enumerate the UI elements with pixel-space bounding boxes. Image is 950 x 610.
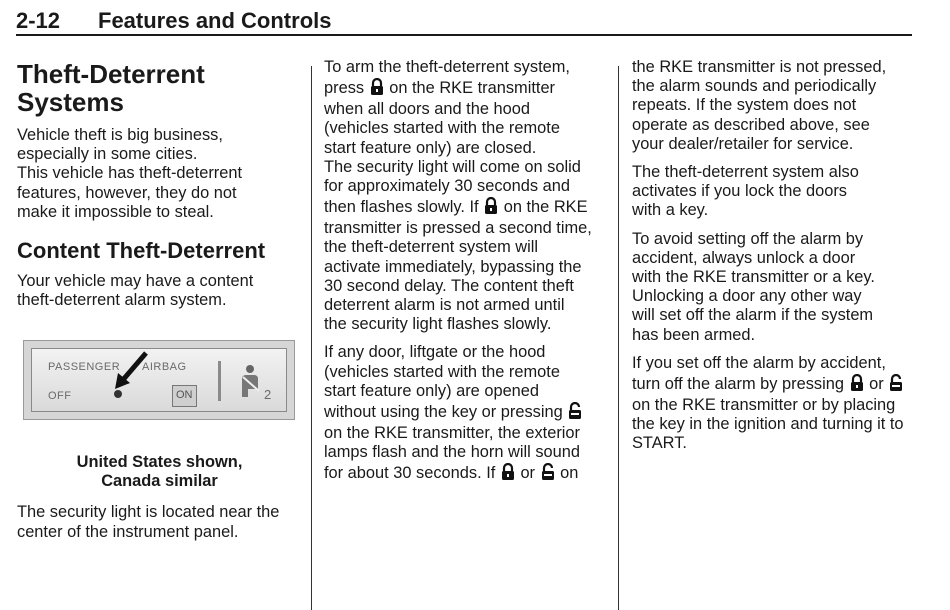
lock-icon — [501, 463, 515, 481]
lock-icon — [484, 197, 498, 215]
avoid-alarm-paragraph: To avoid setting off the alarm by accident, always unlock a door with the RKE transmitter or a key. Unlocking a door any other way will set off the alarm if the system has been armed. — [632, 229, 875, 344]
lock-icon — [850, 374, 864, 392]
figure-caption: United States shown, Canada similar — [76, 453, 243, 491]
column-divider — [618, 66, 619, 610]
unlock-icon — [568, 402, 582, 420]
instrument-panel-figure — [23, 340, 295, 420]
lock-icon — [370, 78, 384, 96]
intro-paragraph: Vehicle theft is big business, especially in some cities. This vehicle has theft-deterrent features, however, they do not make it impossible to steal. — [17, 126, 243, 221]
column-divider — [311, 66, 312, 610]
unlock-icon — [889, 374, 903, 392]
figure-label-passenger: PASSENGER — [48, 361, 121, 374]
seatbelt-icon — [234, 363, 264, 399]
figure-label-airbag: AIRBAG — [142, 361, 187, 374]
column-1 — [17, 58, 302, 551]
page-number: 2-12 — [16, 8, 61, 33]
page-header — [16, 6, 912, 36]
unlock-icon — [541, 463, 555, 481]
column-2 — [324, 58, 609, 494]
figure-label-off: OFF — [48, 390, 72, 403]
arming-paragraph: To arm the theft-deterrent system, press on the RKE transmitter when all doors and the hood (vehicles started with the remote start feature only) are closed. The security light will come on solid for approximately 30 seconds and then flashes slowly. If on the RKE transmitter is pressed a second time, the theft-deterrent system will activate immediately, bypassing the 30 second delay. The content theft deterrent alarm is not armed until the security light flashes slowly. — [324, 58, 592, 334]
section-title: Features and Controls — [98, 8, 332, 33]
security-light-paragraph: The security light is located near the center of the instrument panel. — [17, 503, 280, 541]
key-lock-paragraph: The theft-deterrent system also activates if you lock the doors with a key. — [632, 163, 859, 220]
figure-label-seat: 2 — [264, 387, 272, 403]
arrow-icon — [112, 349, 148, 393]
turn-off-alarm-paragraph: If you set off the alarm by accident, turn off the alarm by pressing or on the RKE transmitter or by placing the key in the ignition and turning it to START. — [632, 353, 904, 453]
alarm-trigger-paragraph: If any door, liftgate or the hood (vehicles started with the remote start feature only) are opened without using the key or pressing on the RKE transmitter, the exterior lamps flash and the horn will sound for about 30 seconds. If or on — [324, 343, 609, 485]
main-heading: Theft-Deterrent Systems — [17, 59, 205, 117]
figure-label-on: ON — [172, 385, 197, 406]
column-3 — [632, 58, 917, 463]
sub-heading: Content Theft-Deterrent — [17, 238, 266, 264]
content-alarm-paragraph: Your vehicle may have a content theft-deterrent alarm system. — [17, 272, 254, 310]
alarm-repeat-paragraph: the RKE transmitter is not pressed, the alarm sounds and periodically repeats. If the system does not operate as described above, see your dealer/retailer for service. — [632, 58, 887, 153]
